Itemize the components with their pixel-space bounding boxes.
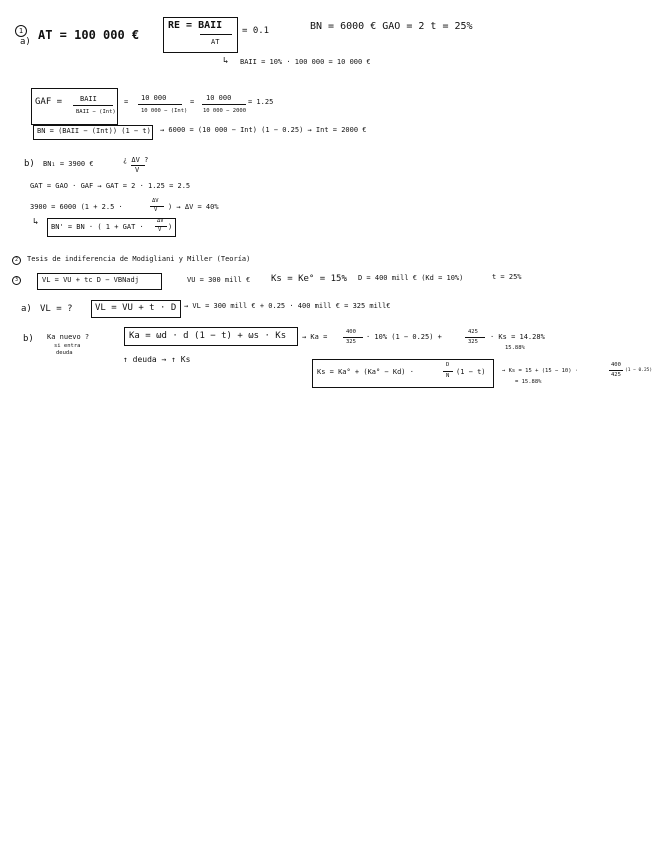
gaf-eq1: = xyxy=(124,98,129,106)
tax-rate: t = 25% xyxy=(492,273,522,281)
delta-v-den: V xyxy=(135,166,140,174)
exercise-3-number: 3 xyxy=(12,276,21,285)
ks-calc-tail: (1 − 0.25) xyxy=(625,368,653,373)
gaf-fraction-line xyxy=(73,105,113,106)
gaf-f2-line xyxy=(202,104,246,105)
part-a-label: a) xyxy=(20,37,31,47)
debt-value: D = 400 mill € (Kd = 10%) xyxy=(358,274,464,282)
eq-3900-num: ΔV xyxy=(152,198,159,204)
at-value: AT = 100 000 € xyxy=(38,28,140,42)
ks-formula-tail: (1 − t) xyxy=(456,368,486,376)
gaf-label: GAF = xyxy=(35,97,63,107)
bnprime-line xyxy=(155,226,167,227)
baii-calc: BAII = 10% · 100 000 = 10 000 € xyxy=(240,58,371,66)
re-formula-top: RE = BAII xyxy=(168,20,223,31)
bn-formula: BN = (BAII − (Int)) (1 − t) xyxy=(37,127,151,135)
ka-c2-num: 425 xyxy=(468,329,478,335)
ks-formula-line xyxy=(443,371,453,372)
gaf-f2-den: 10 000 − 2000 xyxy=(203,108,247,114)
ka-c1-num: 400 xyxy=(346,329,356,335)
ks-substitution: 15.88% xyxy=(505,345,525,351)
ex3-b-question: Ka nuevo ? xyxy=(47,333,90,341)
ks-formula-num: D xyxy=(446,362,450,368)
ks-calc-num: 400 xyxy=(611,362,621,368)
vu-value: VU = 300 mill € xyxy=(187,276,251,284)
ex3-a-calc: → VL = 300 mill € + 0.25 · 400 mill € = 325 mill€ xyxy=(184,302,391,310)
debt-raises-ks-note: ↑ deuda → ↑ Ks xyxy=(123,355,191,364)
exercise-2-title: Tesis de indiferencia de Modigliani y Miller (Teoría) xyxy=(27,255,251,263)
bn1-value: BN₁ = 3900 € xyxy=(43,160,94,168)
ks-formula-den: N xyxy=(446,373,450,379)
gaf-denominator: BAII − (Int) xyxy=(76,109,116,115)
ks-calc-line xyxy=(609,370,623,371)
exercise-1-number: 1 xyxy=(15,25,27,37)
ka-calc-end: · Ks = 14.28% xyxy=(490,333,545,341)
ka-calc-mid: · 10% (1 − 0.25) + xyxy=(366,333,442,341)
gat-calc: GAT = GAO · GAF → GAT = 2 · 1.25 = 2.5 xyxy=(30,182,191,190)
ka-formula: Ka = ωd · d (1 − t) + ωs · Ks xyxy=(129,331,287,341)
ka-c2-den: 325 xyxy=(468,339,478,345)
eq-3900-den: V xyxy=(154,207,158,213)
ex3-a-question: VL = ? xyxy=(40,304,73,314)
baii-arrow: ↳ xyxy=(223,56,229,66)
ks-value: Ks = Ke° = 15% xyxy=(271,274,347,284)
ka-c1-den: 325 xyxy=(346,339,356,345)
gaf-numerator: BAII xyxy=(80,95,97,103)
ka-c1-line xyxy=(343,337,363,338)
gaf-result: = 1.25 xyxy=(248,98,274,106)
re-value: = 0.1 xyxy=(242,26,270,36)
ka-calc-pre: → Ka = xyxy=(302,333,328,341)
bnprime-formula: BN' = BN · ( 1 + GAT · xyxy=(51,223,144,231)
bnprime-tail: ) xyxy=(168,223,173,231)
eq-3900-tail: ) → ΔV = 40% xyxy=(168,203,219,211)
ex3-part-a-label: a) xyxy=(21,304,32,314)
ka-c2-line xyxy=(465,337,485,338)
part-b-label: b) xyxy=(24,159,35,169)
gaf-f1-num: 10 000 xyxy=(141,94,167,102)
ex3-a-formula: VL = VU + t · D xyxy=(95,303,177,313)
ks-formula: Ks = Ka° + (Ka° − Kd) · xyxy=(317,368,414,376)
bnprime-arrow: ↳ xyxy=(33,217,39,227)
re-fraction-line xyxy=(200,34,232,35)
re-formula-bottom: AT xyxy=(211,38,220,46)
gaf-eq2: = xyxy=(190,98,195,106)
gaf-f1-line xyxy=(138,104,182,105)
gaf-f2-num: 10 000 xyxy=(206,94,232,102)
delta-v-question: ¿ ΔV ? xyxy=(123,156,149,164)
gaf-f1-den: 10 000 − (Int) xyxy=(141,108,188,114)
ex3-b-note2: deuda xyxy=(56,350,73,356)
bnprime-num: ΔV xyxy=(157,218,164,224)
eq-3900: 3900 = 6000 (1 + 2.5 · xyxy=(30,203,123,211)
bn-calc: → 6000 = (10 000 − Int) (1 − 0.25) → Int = 2000 € xyxy=(160,126,367,134)
vl-formula: VL = VU + tc D − VBNadj xyxy=(42,276,139,284)
ks-result: = 15.88% xyxy=(515,379,542,385)
ks-calc-den: 425 xyxy=(611,372,621,378)
ks-calc: → Ks = 15 + (15 − 10) · xyxy=(502,368,579,374)
exercise-2-number: 2 xyxy=(12,256,21,265)
ex3-part-b-label: b) xyxy=(23,334,34,344)
ex3-b-note1: si entra xyxy=(54,343,81,349)
bnprime-den: V xyxy=(158,227,162,233)
eq-3900-line xyxy=(150,206,164,207)
givens: BN = 6000 € GAO = 2 t = 25% xyxy=(310,21,473,32)
